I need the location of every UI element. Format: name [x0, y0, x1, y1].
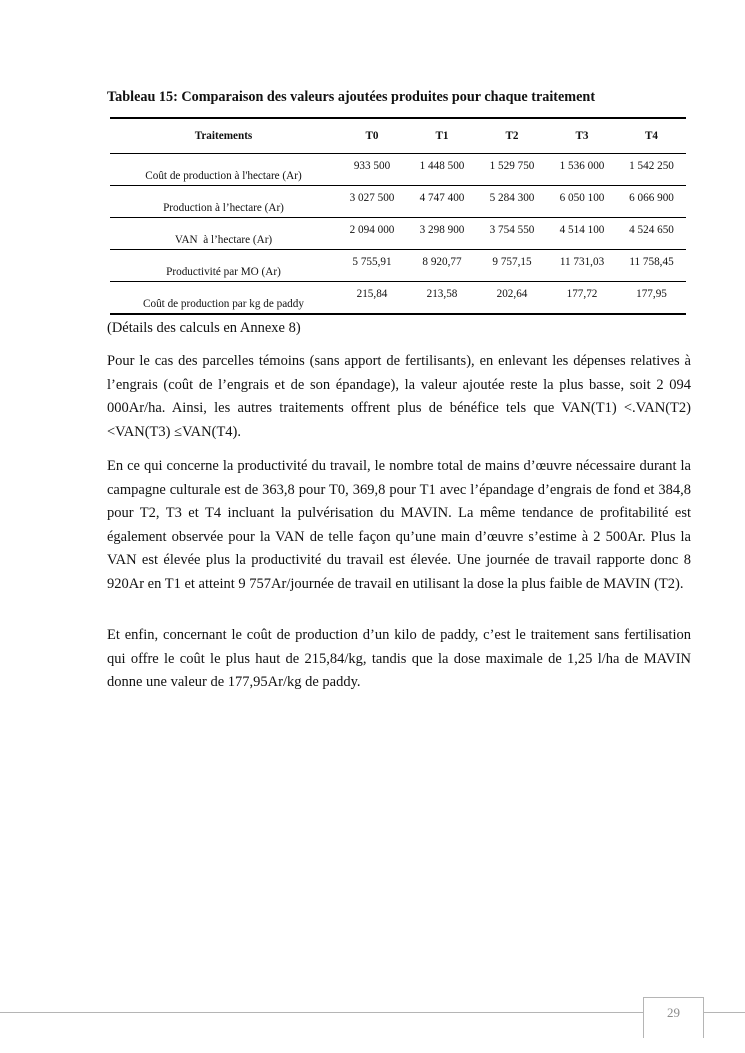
cell-value: 6 050 100	[547, 186, 617, 218]
header-t2: T2	[477, 118, 547, 154]
table-header-row	[110, 118, 686, 154]
cell-value: 202,64	[496, 288, 528, 300]
paragraph: En ce qui concerne la productivité du travail, le nombre total de mains d’œuvre nécessaire durant la campagne culturale est de 363,8 pour T0, 369,8 pour T1 avec l’épandage d’engrais de fond et 384,8 pour T2, T3 et T4 incluant la pulvérisation du MAVIN. La même tendance de profitabilité est également observée pour la VAN de telle façon qu’une main d’œuvre s’estime à 2 500Ar. Plus la VAN est élevée plus la productivité du travail est élevée. Une journée de travail rapporte donc 8 920Ar en T1 et atteint 9 757Ar/journée de travail en utilisant la dose la plus faible de MAVIN (T2).	[107, 458, 691, 592]
cell-value: 3 027 500	[337, 186, 407, 218]
cell-value: 4 747 400	[407, 186, 477, 218]
cell-value: 11 731,03	[547, 250, 617, 282]
cell-value: 213,58	[426, 288, 458, 300]
cell-value: 11 758,45	[617, 250, 686, 282]
row-label: Coût de production par kg de paddy	[143, 298, 304, 310]
header-t0: T0	[337, 118, 407, 154]
table-caption: Tableau 15: Comparaison des valeurs ajoutées produites pour chaque traitement	[107, 89, 596, 105]
comparison-table	[110, 117, 686, 315]
cell-value: 933 500	[337, 154, 407, 186]
footer-rule	[703, 1012, 745, 1013]
table-row	[110, 250, 686, 282]
cell-value: 177,95	[636, 288, 667, 300]
row-label: Productivité par MO (Ar)	[110, 250, 337, 282]
calculation-note: (Détails des calculs en Annexe 8)	[107, 320, 301, 336]
table-row	[110, 218, 686, 250]
page-number: 29	[643, 997, 704, 1038]
cell-value: 1 448 500	[407, 154, 477, 186]
footer-rule	[0, 1012, 643, 1013]
cell-value: 6 066 900	[617, 186, 686, 218]
paragraph: Pour le cas des parcelles témoins (sans apport de fertilisants), en enlevant les dépenses relatives à l’engrais (coût de l’engrais et de son épandage), la valeur ajoutée reste la plus basse, soit 2 094 000Ar/ha. Ainsi, les autres traitements offrent plus de bénéfice tels que VAN(T1) <.VAN(T2) <VAN(T3) ≤VAN(T4).	[107, 353, 691, 440]
cell-value: 4 524 650	[617, 218, 686, 250]
table-row	[110, 282, 686, 315]
cell-value: 1 542 250	[617, 154, 686, 186]
cell-value: 177,72	[566, 288, 598, 300]
row-label: Coût de production à l'hectare (Ar)	[110, 154, 337, 186]
cell-value: 3 754 550	[477, 218, 547, 250]
paragraph: Et enfin, concernant le coût de production d’un kilo de paddy, c’est le traitement sans fertilisation qui offre le coût le plus haut de 215,84/kg, tandis que la dose maximale de 1,25 l/ha de MAVIN donne une valeur de 177,95Ar/kg de paddy.	[107, 627, 691, 690]
cell-value: 3 298 900	[407, 218, 477, 250]
cell-value: 4 514 100	[547, 218, 617, 250]
cell-value: 2 094 000	[337, 218, 407, 250]
table-row	[110, 154, 686, 186]
header-t4: T4	[617, 118, 686, 154]
header-t3: T3	[547, 118, 617, 154]
cell-value: 1 536 000	[547, 154, 617, 186]
cell-value: 9 757,15	[477, 250, 547, 282]
table-row	[110, 186, 686, 218]
row-label: VAN à l’hectare (Ar)	[110, 218, 337, 250]
cell-value: 1 529 750	[477, 154, 547, 186]
header-traitements: Traitements	[110, 118, 337, 154]
header-t1: T1	[407, 118, 477, 154]
cell-value: 215,84	[356, 288, 388, 300]
cell-value: 8 920,77	[407, 250, 477, 282]
row-label: Production à l’hectare (Ar)	[110, 186, 337, 218]
cell-value: 5 755,91	[337, 250, 407, 282]
cell-value: 5 284 300	[477, 186, 547, 218]
